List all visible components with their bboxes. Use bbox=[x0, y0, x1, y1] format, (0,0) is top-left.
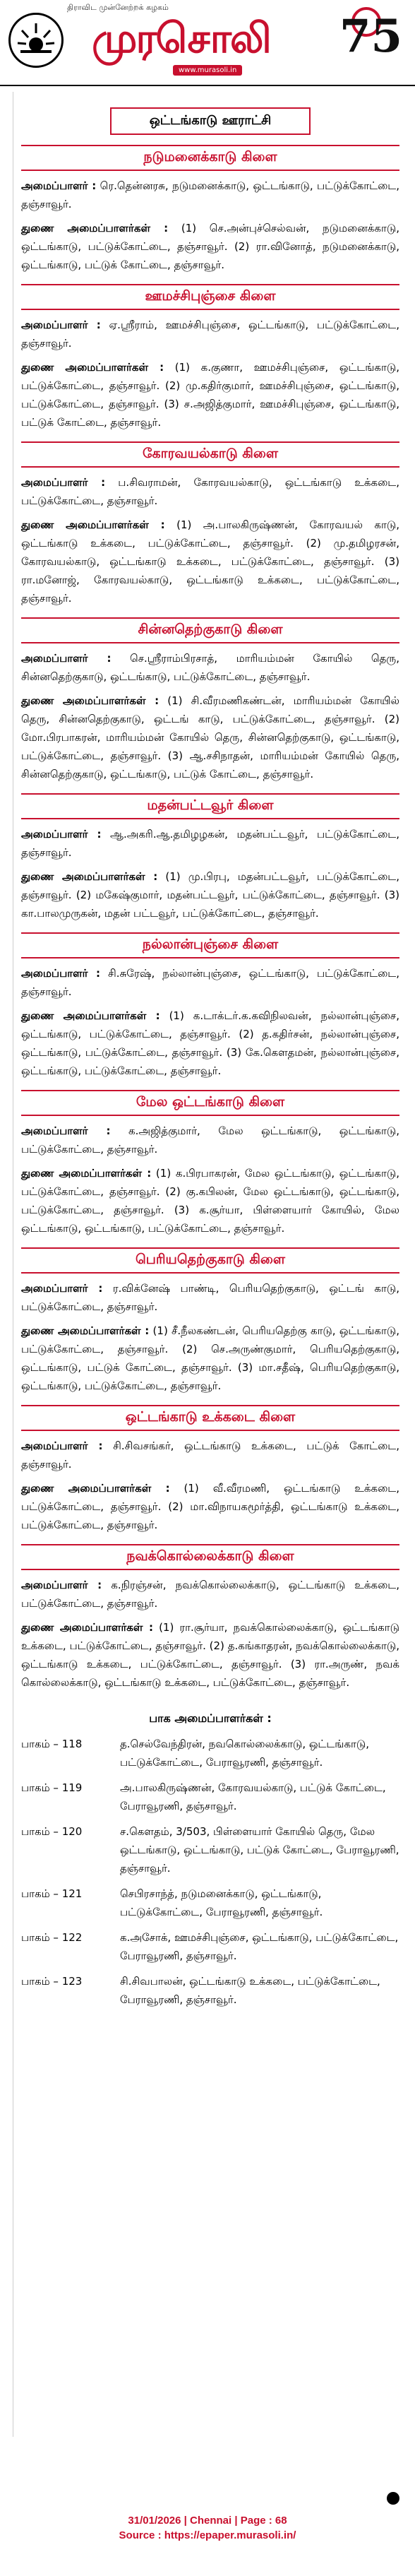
masthead-tagline: திராவிட முன்னேற்றக் கழகம் bbox=[67, 3, 169, 12]
member-details: (1) ரா.சூர்யா, நவக்கொல்லைக்காடு, ஒட்டங்காடு உக்கடை, பட்டுக்கோட்டை, தஞ்சாவூர். (2) த.கங்காதரன், நவக்கொல்லைக்காடு, ஒட்டங்காடு உக்கடை, பட்டுக்கோட்டை, தஞ்சாவூர். (3) ரா.அருண், நவக் கொல்லைக்காடு, ஒட்டங்காடு உக்கடை, பட்டுக்கோட்டை, தஞ்சாவூர். bbox=[21, 1621, 399, 1689]
role-label: அமைப்பாளர் : bbox=[21, 319, 101, 331]
member-details: (1) க.குணா, ஊமச்சிபுஞ்சை, ஒட்டங்காடு, பட்டுக்கோட்டை, தஞ்சாவூர். (2) மு.கதிர்குமார், ஊமச்சிபுஞ்சை, ஒட்டங்காடு, பட்டுக்கோட்டை, தஞ்சாவூர். (3) ச.அஜித்குமார், ஊமச்சிபுஞ்சை, ஒட்டங்காடு, பட்டுக் கோட்டை, தஞ்சாவூர். bbox=[21, 361, 399, 429]
role-label: துணை அமைப்பாளர்கள் : bbox=[21, 694, 160, 707]
branch-entry bbox=[21, 825, 399, 862]
member-details: (1) க.டாக்டர்.க.கவிநிலவன், நல்லான்புஞ்சை, ஒட்டங்காடு, பட்டுக்கோட்டை, தஞ்சாவூர். (2) த.கதிர்சன், நல்லான்புஞ்சை, ஒட்டங்காடு, பட்டுக்கோட்டை, தஞ்சாவூர். (3) கே.கௌதமன், நல்லான்புஞ்சை, ஒட்டங்காடு, பட்டுக்கோட்டை, தஞ்சாவூர். bbox=[21, 1009, 399, 1077]
article-title: ஒட்டங்காடு ஊராட்சி bbox=[110, 107, 311, 135]
party-emblem-icon bbox=[8, 13, 64, 68]
branch-title: ஒட்டங்காடு உக்கடை கிளை bbox=[21, 1405, 399, 1431]
member-details: செ.ஸ்ரீராம்பிரசாத், மாரியம்மன் கோயில் தெரு, சின்னதெற்குகாடு, ஒட்டங்காடு, பட்டுக்கோட்டை, தஞ்சாவூர். bbox=[21, 652, 399, 683]
member-details: (1) க.பிரபாகரன், மேல ஒட்டங்காடு, ஒட்டங்காடு, பட்டுக்கோட்டை, தஞ்சாவூர். (2) கு.கபிலன், மேல ஒட்டங்காடு, ஒட்டங்காடு, பட்டுக்கோட்டை, தஞ்சாவூர். (3) க.சூர்யா, பிள்ளையார் கோயில், மேல ஒட்டங்காடு, ஒட்டங்காடு, பட்டுக்கோட்டை, தஞ்சாவூர். bbox=[21, 1167, 399, 1235]
role-label: துணை அமைப்பாளர்கள் : bbox=[21, 518, 165, 531]
branch-entry bbox=[21, 316, 399, 352]
branch-entry bbox=[21, 516, 399, 607]
booth-row bbox=[21, 1972, 399, 2009]
member-details: ப.சிவராமன், கோரவயல்காடு, ஒட்டங்காடு உக்கடை, பட்டுக்கோட்டை, தஞ்சாவூர். bbox=[21, 476, 399, 507]
member-details: சி.சுரேஷ், நல்லான்புஞ்சை, ஒட்டங்காடு, பட்டுக்கோட்டை, தஞ்சாவூர். bbox=[21, 967, 399, 998]
anniversary-number: 75 bbox=[339, 10, 402, 63]
branch-title: சின்னதெற்குகாடு கிளை bbox=[21, 617, 399, 643]
member-details: (1) சீ.நீலகண்டன், பெரியதெற்கு காடு, ஒட்டங்காடு, பட்டுக்கோட்டை, தஞ்சாவூர். (2) செ.அருண்குமார், பெரியதெற்குகாடு, ஒட்டங்காடு, பட்டுக் கோட்டை, தஞ்சாவூர். (3) மா.சதீஷ், பெரியதெற்குகாடு, ஒட்டங்காடு, பட்டுக்கோட்டை, தஞ்சாவூர். bbox=[21, 1324, 399, 1392]
branch-entry bbox=[21, 1122, 399, 1158]
booth-organizer: ச.கௌதம், 3/503, பிள்ளையார் கோயில் தெரு, மேல ஒட்டங்காடு, ஒட்டங்காடு, பட்டுக் கோட்டை, பேராவூரணி, தஞ்சாவூர். bbox=[120, 1825, 399, 1875]
branch-entry bbox=[21, 692, 399, 783]
masthead-subline: www.murasoli.in bbox=[173, 65, 242, 76]
booth-organizer: த.செல்வேந்திரன், நவகொல்லைக்காடு, ஒட்டங்காடு, பட்டுக்கோட்டை, பேராவூரணி, தஞ்சாவூர். bbox=[120, 1738, 370, 1769]
branch-entry bbox=[21, 1322, 399, 1395]
booth-heading: பாக அமைப்பாளர்கள் : bbox=[149, 1711, 272, 1725]
member-details: சி.சிவசங்கர், ஒட்டங்காடு உக்கடை, பட்டுக் கோட்டை, தஞ்சாவூர். bbox=[21, 1440, 399, 1471]
branch-title: கோரவயல்காடு கிளை bbox=[21, 441, 399, 468]
role-label: துணை அமைப்பாளர்கள் : bbox=[21, 1167, 152, 1180]
booth-list bbox=[21, 1735, 399, 2009]
role-label: அமைப்பாளர் : bbox=[21, 1440, 103, 1452]
role-label: அமைப்பாளர் : bbox=[21, 179, 97, 192]
member-details: ரெ.தென்னரசு, நடுமனைக்காடு, ஒட்டங்காடு, பட்டுக்கோட்டை, தஞ்சாவூர். bbox=[21, 179, 399, 210]
footer-source-line: Source : https://epaper.murasoli.in/ bbox=[119, 2529, 296, 2541]
branch-entry bbox=[21, 473, 399, 510]
branch-entry bbox=[21, 1576, 399, 1613]
role-label: துணை அமைப்பாளர்கள் : bbox=[21, 361, 164, 374]
branch-entry bbox=[21, 1437, 399, 1473]
article bbox=[21, 92, 399, 2437]
rising-sun-icon bbox=[16, 20, 56, 60]
branch-entry bbox=[21, 358, 399, 432]
branch-title: மேல ஒட்டங்காடு கிளை bbox=[21, 1090, 399, 1116]
role-label: துணை அமைப்பாளர்கள் : bbox=[21, 1621, 153, 1634]
role-label: துணை அமைப்பாளர்கள் : bbox=[21, 1009, 160, 1022]
booth-number: பாகம் – 122 bbox=[21, 1931, 83, 1944]
branch-title: பெரியதெற்குகாடு கிளை bbox=[21, 1247, 399, 1274]
booth-row bbox=[21, 1928, 399, 1965]
branch-entry bbox=[21, 1164, 399, 1237]
member-details: ஏ.ஸ்ரீராம், ஊமச்சிபுஞ்சை, ஒட்டங்காடு, பட்டுக்கோட்டை, தஞ்சாவூர். bbox=[21, 319, 399, 350]
member-details: ர.விக்னேஷ் பாண்டி, பெரியதெற்குகாடு, ஒட்டங் காடு, பட்டுக்கோட்டை, தஞ்சாவூர். bbox=[21, 1282, 399, 1313]
branch-entry bbox=[21, 867, 399, 922]
role-label: அமைப்பாளர் : bbox=[21, 967, 100, 980]
role-label: அமைப்பாளர் : bbox=[21, 1282, 103, 1295]
page-end-dot-icon bbox=[387, 2492, 399, 2505]
member-details: க.அஜித்குமார், மேல ஒட்டங்காடு, ஒட்டங்காடு, பட்டுக்கோட்டை, தஞ்சாவூர். bbox=[21, 1124, 399, 1156]
booth-number: பாகம் – 121 bbox=[21, 1887, 83, 1900]
booth-row bbox=[21, 1822, 399, 1877]
branch-entry bbox=[21, 649, 399, 686]
role-label: துணை அமைப்பாளர்கள் : bbox=[21, 870, 158, 883]
branch-entry bbox=[21, 177, 399, 213]
branch-list bbox=[21, 145, 399, 1692]
branch-entry bbox=[21, 219, 399, 274]
branch-entry bbox=[21, 1618, 399, 1692]
masthead bbox=[0, 0, 415, 86]
booth-row bbox=[21, 1735, 399, 1771]
branch-title: மதன்பட்டவூர் கிளை bbox=[21, 793, 399, 819]
branch-entry bbox=[21, 1279, 399, 1316]
anniversary-badge bbox=[339, 7, 402, 75]
role-label: அமைப்பாளர் : bbox=[21, 1124, 111, 1137]
role-label: அமைப்பாளர் : bbox=[21, 828, 102, 841]
member-details: (1) செ.அன்புச்செல்வன், நடுமனைக்காடு, ஒட்டங்காடு, பட்டுக்கோட்டை, தஞ்சாவூர். (2) ரா.வினோத், நடுமனைக்காடு, ஒட்டங்காடு, பட்டுக் கோட்டை, தஞ்சாவூர். bbox=[21, 222, 399, 271]
footer-date-line: 31/01/2026 | Chennai | Page : 68 bbox=[128, 2515, 287, 2527]
role-label: துணை அமைப்பாளர்கள் : bbox=[21, 1324, 150, 1337]
role-label: அமைப்பாளர் : bbox=[21, 1579, 102, 1591]
booth-number: பாகம் – 118 bbox=[21, 1738, 83, 1750]
role-label: அமைப்பாளர் : bbox=[21, 652, 112, 665]
booth-number: பாகம் – 120 bbox=[21, 1825, 83, 1838]
booth-organizer: க.அசோக், ஊமச்சிபுஞ்சை, ஒட்டங்காடு, பட்டுக்கோட்டை, பேராவூரணி, தஞ்சாவூர். bbox=[120, 1931, 399, 1962]
role-label: துணை அமைப்பாளர்கள் : bbox=[21, 222, 169, 235]
branch-entry bbox=[21, 1007, 399, 1080]
role-label: அமைப்பாளர் : bbox=[21, 476, 106, 489]
branch-title: ஊமச்சிபுஞ்சை கிளை bbox=[21, 284, 399, 310]
branch-entry bbox=[21, 1479, 399, 1534]
booth-organizer: அ.பாலகிருஷ்ணன், கோரவயல்காடு, பட்டுக் கோட்டை, பேராவூரணி, தஞ்சாவூர். bbox=[120, 1781, 386, 1812]
page-footer bbox=[0, 2515, 415, 2541]
booth-organizer: செபிரசாந்த், நடுமனைக்காடு, ஒட்டங்காடு, பட்டுக்கோட்டை, பேராவூரணி, தஞ்சாவூர். bbox=[120, 1887, 323, 1918]
member-details: ஆ.அகரி.ஆ.தமிழழகன், மதன்பட்டவூர், பட்டுக்கோட்டை, தஞ்சாவூர். bbox=[21, 828, 399, 859]
member-details: (1) வீ.வீரமணி, ஒட்டங்காடு உக்கடை, பட்டுக்கோட்டை, தஞ்சாவூர். (2) மா.விநாயகமூர்த்தி, ஒட்டங்காடு உக்கடை, பட்டுக்கோட்டை, தஞ்சாவூர். bbox=[21, 1482, 399, 1531]
booth-number: பாகம் – 123 bbox=[21, 1975, 83, 1988]
left-column-strip bbox=[0, 92, 13, 2437]
member-details: (1) மு.பிரபு, மதன்பட்டவூர், பட்டுக்கோட்டை, தஞ்சாவூர். (2) மகேஷ்குமார், மதன்பட்டவூர், பட்டுக்கோட்டை, தஞ்சாவூர். (3) கா.பாலமுருகன், மதன் பட்டவூர், பட்டுக்கோட்டை, தஞ்சாவூர். bbox=[21, 870, 399, 920]
role-label: துணை அமைப்பாளர்கள் : bbox=[21, 1482, 170, 1495]
booth-number: பாகம் – 119 bbox=[21, 1781, 83, 1794]
booth-row bbox=[21, 1779, 399, 1815]
member-details: (1) சி.வீரமணிகண்டன், மாரியம்மன் கோயில் தெரு, சின்னதெற்குகாடு, ஒட்டங் காடு, பட்டுக்கோட்டை, தஞ்சாவூர். (2) மோ.பிரபாகரன், மாரியம்மன் கோயில் தெரு, சின்னதெற்குகாடு, ஒட்டங்காடு, பட்டுக்கோட்டை, தஞ்சாவூர். (3) ஆ.சசிநாதன், மாரியம்மன் கோயில் தெரு, சின்னதெற்குகாடு, ஒட்டங்காடு, பட்டுக் கோட்டை, தஞ்சாவூர். bbox=[21, 694, 399, 780]
booth-organizer: சி.சிவபாலன், ஒட்டங்காடு உக்கடை, பட்டுக்கோட்டை, பேராவூரணி, தஞ்சாவூர். bbox=[120, 1975, 380, 2006]
booth-row bbox=[21, 1884, 399, 1921]
member-details: (1) அ.பாலகிருஷ்ணன், கோரவயல் காடு, ஒட்டங்காடு உக்கடை, பட்டுக்கோட்டை, தஞ்சாவூர். (2) மு.தமிழரசன், கோரவயல்காடு, ஒட்டங்காடு உக்கடை, பட்டுக்கோட்டை, தஞ்சாவூர். (3) ரா.மனோஜ், கோரவயல்காடு, ஒட்டங்காடு உக்கடை, பட்டுக்கோட்டை, தஞ்சாவூர். bbox=[21, 518, 399, 605]
newspaper-logo: முரசொலி bbox=[92, 14, 270, 62]
branch-title: நடுமனைக்காடு கிளை bbox=[21, 145, 399, 171]
member-details: க.நிரஞ்சன், நவக்கொல்லைக்காடு, ஒட்டங்காடு உக்கடை, பட்டுக்கோட்டை, தஞ்சாவூர். bbox=[21, 1579, 399, 1610]
branch-entry bbox=[21, 964, 399, 1001]
branch-title: நவக்கொல்லைக்காடு கிளை bbox=[21, 1544, 399, 1570]
branch-title: நல்லான்புஞ்சை கிளை bbox=[21, 932, 399, 958]
